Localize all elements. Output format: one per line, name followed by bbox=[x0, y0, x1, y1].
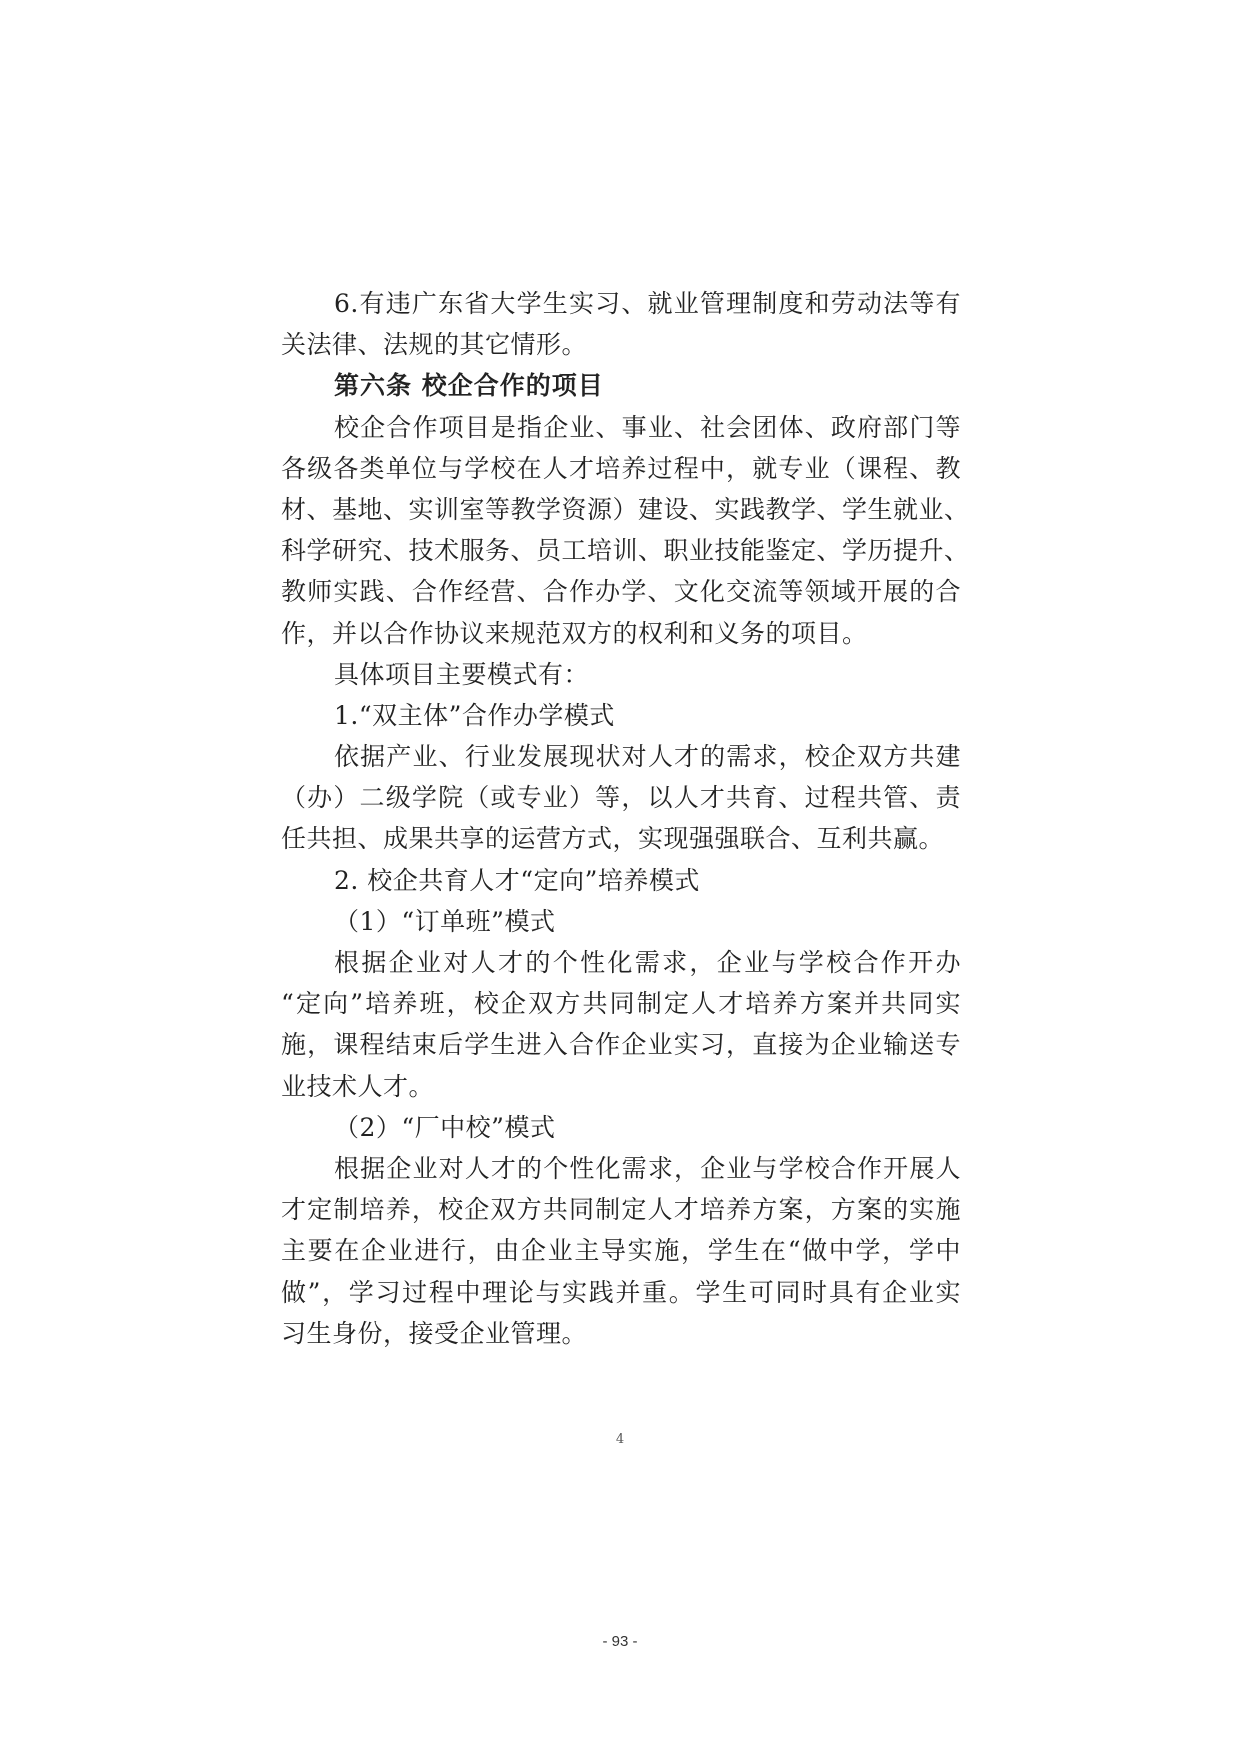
paragraph-line: 做”，学习过程中理论与实践并重。学生可同时具有企业实 bbox=[281, 1277, 961, 1307]
paragraph-line: 校企合作项目是指企业、事业、社会团体、政府部门等 bbox=[334, 412, 961, 442]
page-number: 4 bbox=[615, 1432, 625, 1447]
paragraph-line: 教师实践、合作经营、合作办学、文化交流等领域开展的合 bbox=[281, 577, 961, 607]
section-heading: 第六条 校企合作的项目 bbox=[334, 371, 604, 401]
paragraph-line: 习生身份，接受企业管理。 bbox=[281, 1318, 588, 1348]
sub-item-heading: （2）“厂中校”模式 bbox=[334, 1112, 556, 1142]
paragraph-line: 根据企业对人才的个性化需求，企业与学校合作开展人 bbox=[334, 1153, 961, 1183]
paragraph-line: （办）二级学院（或专业）等，以人才共育、过程共管、责 bbox=[281, 783, 961, 813]
paragraph-line: 任共担、成果共享的运营方式，实现强强联合、互利共赢。 bbox=[281, 824, 945, 854]
paragraph-line: 具体项目主要模式有： bbox=[334, 659, 590, 689]
paragraph-line: 6.有违广东省大学生实习、就业管理制度和劳动法等有 bbox=[334, 289, 961, 318]
paragraph-line: 施，课程结束后学生进入合作企业实习，直接为企业输送专 bbox=[281, 1030, 961, 1060]
list-item-heading: 2. 校企共育人才“定向”培养模式 bbox=[334, 865, 700, 895]
paragraph-line: 各级各类单位与学校在人才培养过程中，就专业（课程、教 bbox=[281, 453, 961, 483]
paragraph-line: 主要在企业进行，由企业主导实施，学生在“做中学，学中 bbox=[281, 1236, 961, 1266]
list-item-heading: 1.“双主体”合作办学模式 bbox=[334, 700, 615, 730]
paragraph-line: 业技术人才。 bbox=[281, 1071, 435, 1101]
paragraph-line: 科学研究、技术服务、员工培训、职业技能鉴定、学历提升、 bbox=[281, 536, 970, 566]
sub-item-heading: （1）“订单班”模式 bbox=[334, 906, 556, 936]
paragraph-line: 根据企业对人才的个性化需求，企业与学校合作开办 bbox=[334, 948, 961, 977]
body-text bbox=[281, 283, 970, 1354]
paragraph-line: 依据产业、行业发展现状对人才的需求，校企双方共建 bbox=[334, 742, 961, 772]
paragraph-line: 关法律、法规的其它情形。 bbox=[281, 330, 588, 360]
paragraph-line: 材、基地、实训室等教学资源）建设、实践教学、学生就业、 bbox=[281, 494, 970, 524]
paragraph-line: 才定制培养，校企双方共同制定人才培养方案，方案的实施 bbox=[281, 1195, 961, 1225]
paragraph-line: 作，并以合作协议来规范双方的权利和义务的项目。 bbox=[281, 618, 868, 648]
paragraph-line: “定向”培养班，校企双方共同制定人才培养方案并共同实 bbox=[281, 989, 961, 1019]
footer-page-number: - 93 - bbox=[602, 1633, 638, 1650]
